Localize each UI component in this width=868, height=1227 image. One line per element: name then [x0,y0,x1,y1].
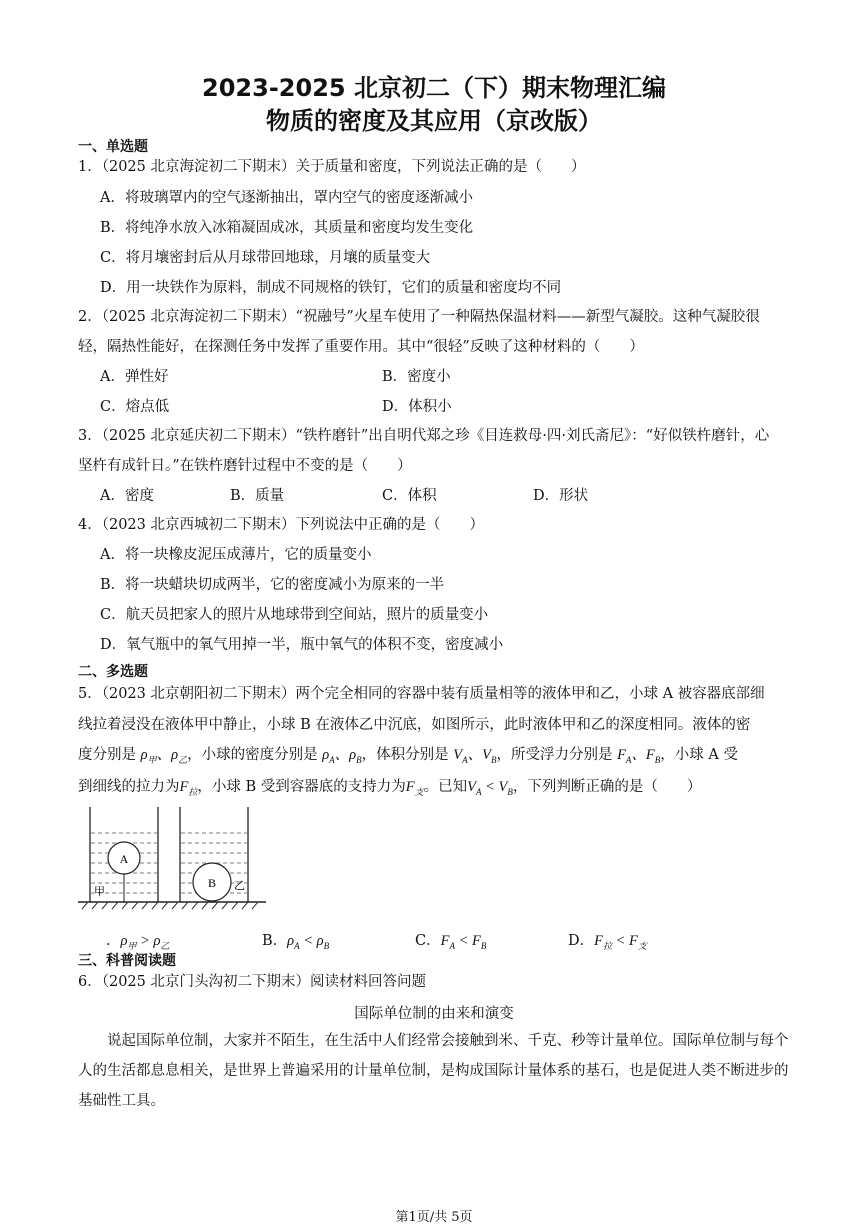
question-5-stem-line3 [78,743,738,766]
fig-liquid-yi-label: 乙 [234,879,245,892]
article-paragraph: 说起国际单位制，大家并不陌生，在生活中人们经常会接触到米、千克、秒等计量单位。国际单位制与每个人的生活都息息相关，是世界上普遍采用的计量单位制，是构成国际计量体系的基石，也是促进人类不断进步的基础性工具。 [78,1033,789,1109]
section-heading-reading: 三、科普阅读题 [78,953,176,969]
question-1-option-b: B．将纯净水放入冰箱凝固成冰，其质量和密度均发生变化 [100,220,474,236]
q5-formula-f-la: $F_拉$ [179,779,198,797]
q5-text: ，下列判断正确的是（ ） [512,779,702,795]
question-5-figure [78,805,268,915]
question-5-option-c: C．$F_A < F_B$ [415,933,487,951]
q5-text: ，体积分别是 [361,747,449,763]
question-4-option-d: D．氧气瓶中的氧气用掉一半，瓶中氧气的体积不变，密度减小 [100,637,504,653]
question-6-stem: 6．（2025 北京门头沟初二下期末）阅读材料回答问题 [78,974,426,990]
question-3-stem-line1: 3．（2025 北京延庆初二下期末）“铁杵磨针”出自明代郑之珍《目连救母·四·刘氏斋尼》：“好似铁杵磨针，心 [78,428,770,444]
question-2-option-d: D．体积小 [382,399,452,415]
question-5-stem-line2: 线拉着浸没在液体甲中静止，小球 B 在液体乙中沉底，如图所示，此时液体甲和乙的深度相同。液体的密 [78,717,751,733]
question-3-option-c: C．体积 [382,488,437,504]
question-2-option-a: A．弹性好 [100,369,169,385]
page-title-line1: 2023-2025 北京初二（下）期末物理汇编 [202,74,666,102]
q5-formula-rho-jia-yi: $\rho_甲$、$\rho_乙$ [140,747,188,765]
question-5-stem-line4 [78,775,701,798]
question-2-option-b: B．密度小 [382,369,451,385]
question-4-stem: 4．（2023 北京西城初二下期末）下列说法中正确的是（ ） [78,517,484,533]
q5-text: ，小球的密度分别是 [187,747,318,763]
page-title-line2: 物质的密度及其应用（京改版） [266,107,602,135]
q5-option-a-prefix: ． [106,933,121,949]
question-5-option-b: B．$\rho_A < \rho_B$ [262,933,330,951]
question-4-option-b: B．将一块蜡块切成两半，它的密度减小为原来的一半 [100,577,445,593]
question-3-option-b: B．质量 [230,488,285,504]
q5-text: 到细线的拉力为 [78,779,180,795]
question-3-stem-line2: 坚杵有成针日。”在铁杵磨针过程中不变的是（ ） [78,458,412,474]
q5-option-b-prefix: B． [262,933,288,949]
question-3-option-a: A．密度 [100,488,154,504]
q5-formula-f-zhi: $F_支$ [405,779,424,797]
question-5-option-a: ．$\rho_甲 > \rho_乙$ [106,933,170,951]
q5-option-d-prefix: D． [568,933,595,949]
section-heading-single-choice: 一、单选题 [78,139,148,155]
page-footer: 第1页/共 5页 [395,1210,473,1225]
question-2-stem-line1: 2．（2025 北京海淀初二下期末）“祝融号”火星车使用了一种隔热保温材料——新型气凝胶。这种气凝胶很 [78,309,760,325]
question-4-option-c: C．航天员把家人的照片从地球带到空间站，照片的质量变小 [100,607,489,623]
question-1-stem: 1．（2025 北京海淀初二下期末）关于质量和密度，下列说法正确的是（ ） [78,159,586,175]
q5-formula-rho-a-b: $\rho_A$、$\rho_B$ [322,747,362,765]
section-heading-multi-choice: 二、多选题 [78,664,148,680]
fig-liquid-jia-label: 甲 [94,885,105,898]
q5-text: 度分别是 [78,747,136,763]
question-1-option-a: A．将玻璃罩内的空气逐渐抽出，罩内空气的密度逐渐减小 [100,190,473,206]
question-2-option-c: C．熔点低 [100,399,170,415]
question-4-option-a: A．将一块橡皮泥压成薄片，它的质量变小 [100,547,372,563]
q5-option-c-prefix: C． [415,933,441,949]
q5-text: 。已知 [423,779,468,795]
q5-formula-v-a-b: $V_A$、$V_B$ [453,747,497,765]
question-1-option-c: C．将月壤密封后从月球带回地球，月壤的质量变大 [100,250,431,266]
question-2-stem-line2: 轻，隔热性能好，在探测任务中发挥了重要作用。其中“很轻”反映了这种材料的（ ） [78,339,644,355]
question-5-option-d: D．$F_拉 < F_支$ [568,933,647,951]
q5-text: ，小球 B 受到容器底的支持力为 [197,779,406,795]
q5-formula-f-a-b: $F_A$、$F_B$ [617,747,661,765]
fig-ball-a-label: A [119,852,129,866]
fig-ball-b-label: B [207,876,217,890]
q5-text: ，所受浮力分别是 [496,747,613,763]
question-3-option-d: D．形状 [533,488,589,504]
q5-formula-va-lt-vb: $V_A < V_B$ [467,779,513,797]
question-1-option-d: D．用一块铁作为原料，制成不同规格的铁钉，它们的质量和密度均不同 [100,280,562,296]
article-title: 国际单位制的由来和演变 [354,1006,514,1022]
question-5-stem-line1: 5．（2023 北京朝阳初二下期末）两个完全相同的容器中装有质量相等的液体甲和乙，小球 A 被容器底部细 [78,686,765,702]
q5-text: ，小球 A 受 [660,747,738,763]
